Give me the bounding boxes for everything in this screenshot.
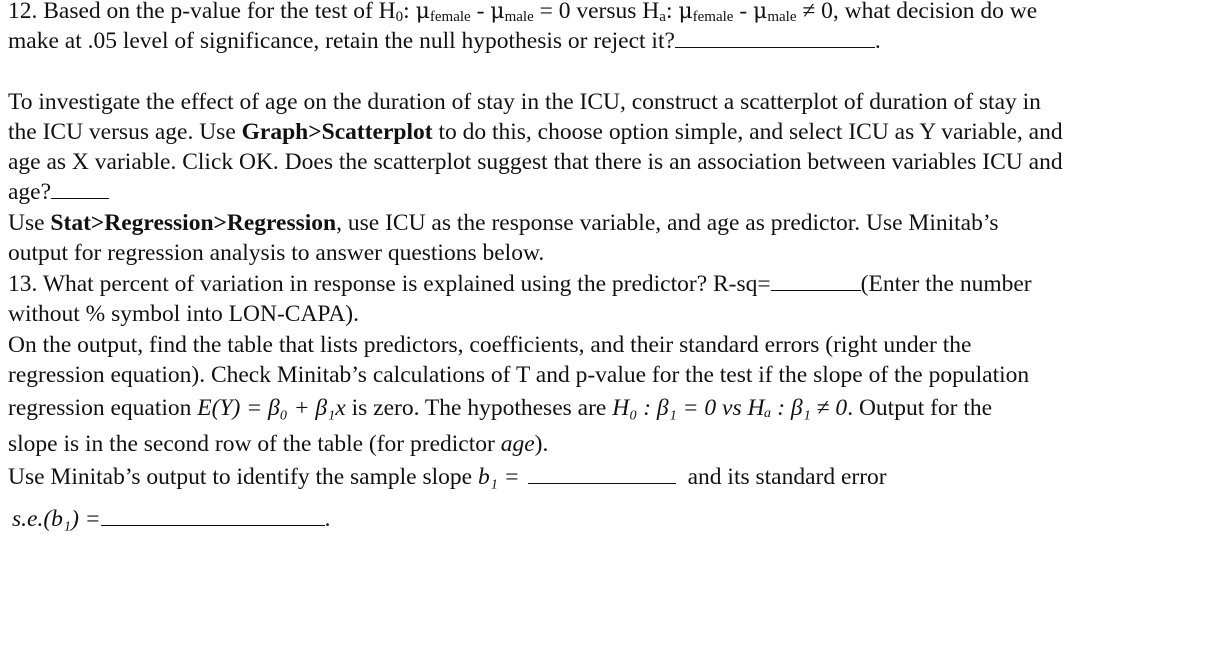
q12-minus-2: -	[733, 0, 754, 24]
p2-text: Use	[8, 210, 51, 236]
q12-question-text: make at .05 level of significance, retain the null hypothesis or reject it?	[8, 28, 675, 54]
q13-line-1	[8, 269, 1032, 299]
p1-line-4	[8, 177, 109, 207]
q12-colon: :	[403, 0, 416, 24]
p3-line-3	[8, 393, 992, 423]
p1-line-2	[8, 117, 1063, 147]
sample-slope-symbol: b₁ =	[477, 464, 520, 490]
regression-model-equation: E(Y) = β₀ + β₁x	[197, 395, 346, 421]
ha-subscript: a	[659, 9, 666, 25]
p4-text: and its standard error	[687, 464, 887, 490]
stat-regression-menu-path: Stat>Regression>Regression	[50, 210, 337, 236]
p4-line-2	[12, 504, 331, 534]
p3-text: ).	[534, 431, 549, 457]
p3-text: . Output for the	[847, 395, 993, 421]
rsq-answer-blank[interactable]	[771, 289, 861, 291]
p3-line-2: regression equation). Check Minitab’s calculations of T and p-value for the test if the slope of the population	[8, 362, 1030, 388]
female-subscript: female	[429, 9, 471, 25]
q12-line-2	[8, 26, 881, 56]
slope-answer-blank[interactable]	[528, 482, 676, 484]
q12-prefix: 12. Based on the p-value for the test of H	[8, 0, 396, 24]
male-subscript: male	[504, 9, 534, 25]
association-answer-blank[interactable]	[51, 197, 109, 199]
p1-line-3: age as X variable. Click OK. Does the scatterplot suggest that there is an association between variables ICU and	[8, 149, 1063, 175]
p1-question: age?	[8, 179, 52, 205]
slope-hypotheses-equation: H₀ : β₁ = 0 vs Hₐ : β₁ ≠ 0	[612, 395, 848, 421]
p2-line-1	[8, 208, 999, 238]
q12-line-1	[8, 0, 1037, 29]
p1-line-1: To investigate the effect of age on the duration of stay in the ICU, construct a scatterplot of duration of stay in	[8, 89, 1041, 115]
h0-subscript: 0	[395, 9, 404, 25]
female-subscript: female	[692, 9, 734, 25]
p3-text: regression equation	[8, 395, 198, 421]
graph-scatterplot-menu-path: Graph>Scatterplot	[241, 119, 433, 145]
mu-symbol: μ	[490, 0, 505, 24]
p1-text: to do this, choose option simple, and select ICU as Y variable, and	[432, 119, 1063, 145]
q12-alt-neq: ≠ 0, what decision do we	[796, 0, 1038, 24]
q13-question-text: 13. What percent of variation in response is explained using the predictor? R-sq=	[8, 271, 771, 297]
p3-text: slope is in the second row of the table (for predictor	[8, 431, 501, 457]
p3-line-1: On the output, find the table that lists predictors, coefficients, and their standard errors (right under the	[8, 332, 972, 358]
q13-line-2: without % symbol into LON-CAPA).	[8, 301, 359, 327]
standard-error-answer-blank[interactable]	[101, 524, 325, 526]
mu-symbol: μ	[678, 0, 693, 24]
q12-minus: -	[470, 0, 491, 24]
male-subscript: male	[767, 9, 797, 25]
q12-period: .	[874, 28, 881, 54]
p4-text: Use Minitab’s output to identify the sample slope	[8, 464, 478, 490]
mu-symbol: μ	[415, 0, 430, 24]
standard-error-symbol: s.e.(b₁) =	[12, 506, 101, 532]
q12-colon-2: :	[665, 0, 679, 24]
q12-answer-blank[interactable]	[675, 46, 875, 48]
p2-line-2: output for regression analysis to answer questions below.	[8, 240, 545, 266]
p4-period: .	[324, 506, 331, 532]
p2-text: , use ICU as the response variable, and age as predictor. Use Minitab’s	[336, 210, 999, 236]
p3-text: is zero. The hypotheses are	[345, 395, 613, 421]
p1-text: the ICU versus age. Use	[8, 119, 242, 145]
q12-null-eq: = 0 versus H	[533, 0, 660, 24]
q13-note: (Enter the number	[860, 271, 1032, 297]
predictor-age: age	[500, 431, 535, 457]
p4-line-1	[8, 462, 887, 492]
mu-symbol: μ	[753, 0, 768, 24]
p3-line-4	[8, 429, 548, 459]
